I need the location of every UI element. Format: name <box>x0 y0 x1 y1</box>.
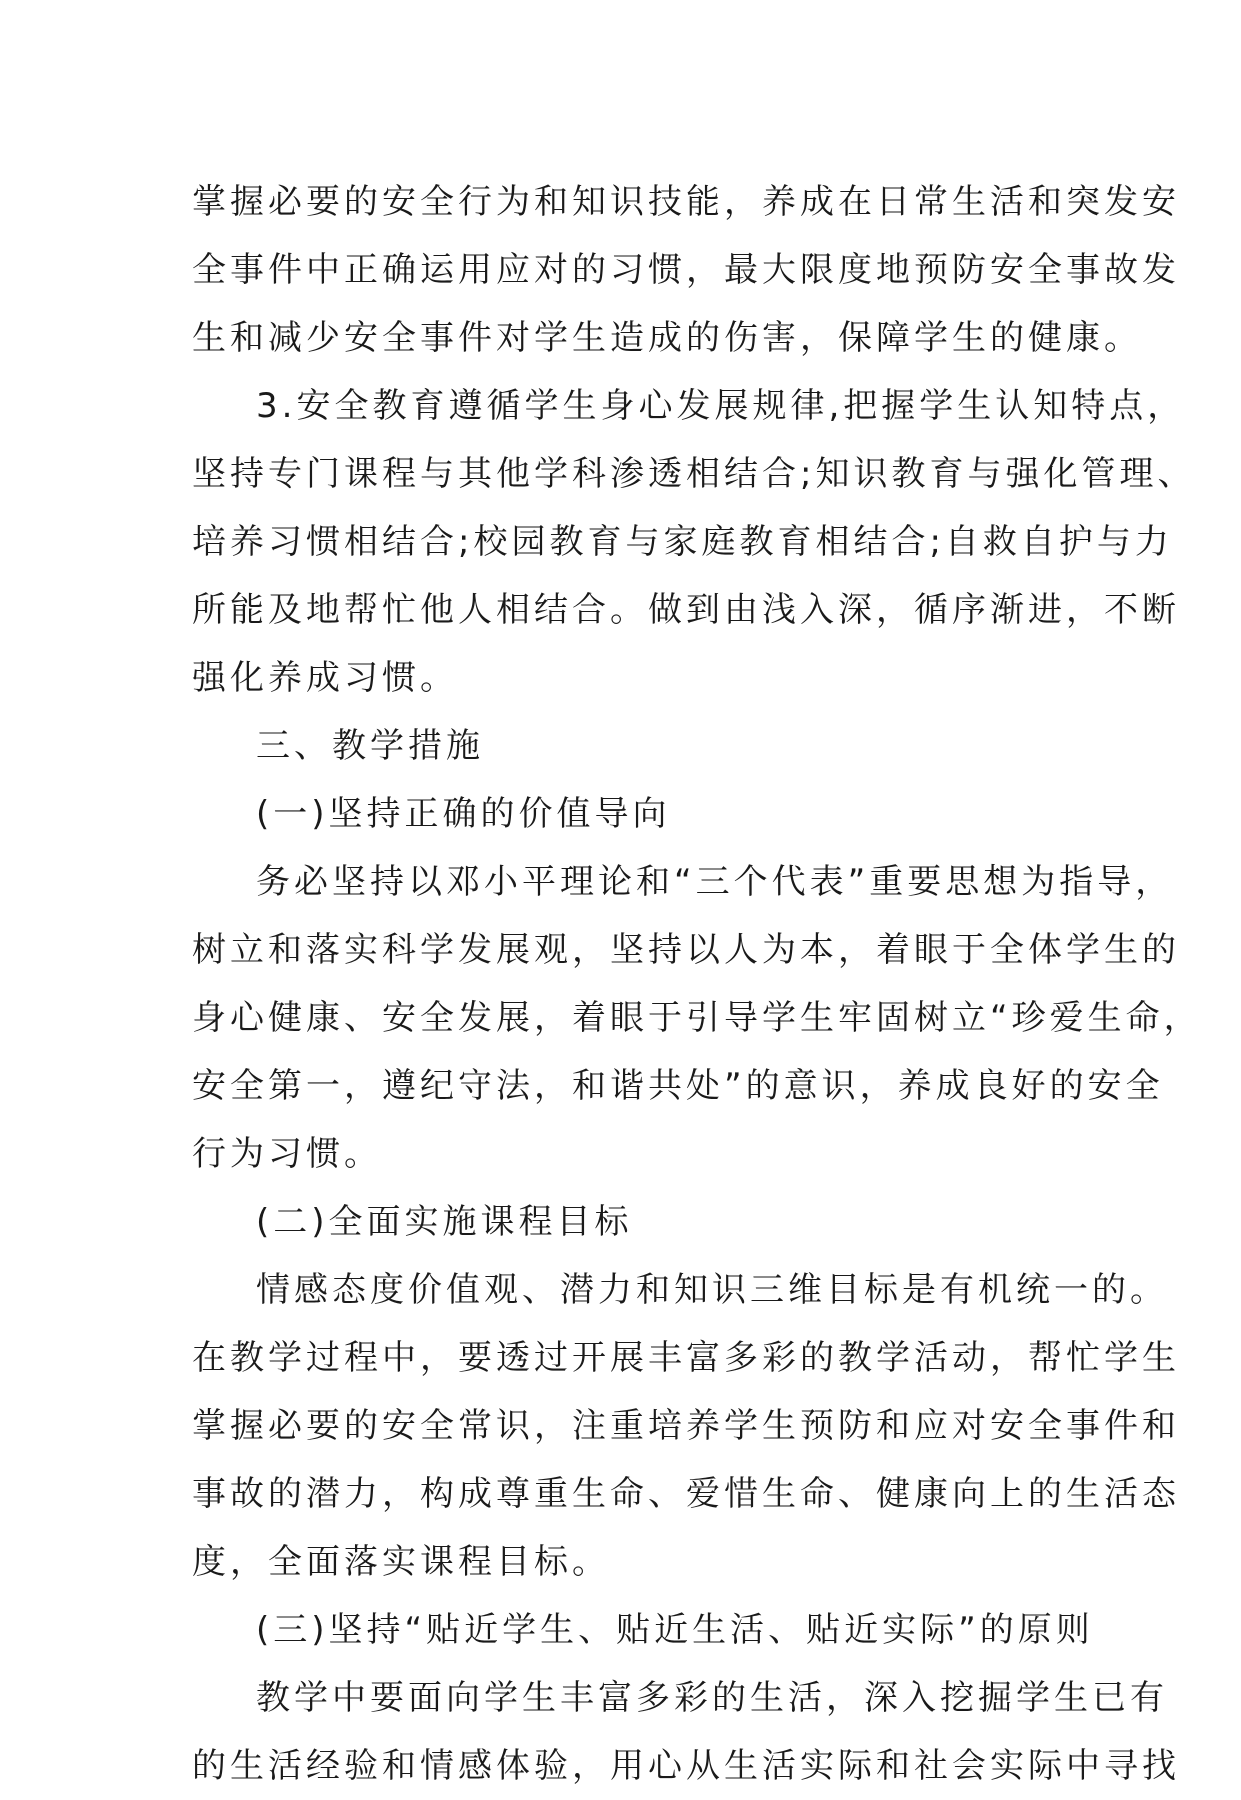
text-line: 生和减少安全事件对学生造成的伤害，保障学生的健康。 <box>192 318 1142 358</box>
text-line: (三)坚持“贴近学生、贴近生活、贴近实际”的原则 <box>256 1610 1094 1650</box>
text-line: 行为习惯。 <box>192 1134 382 1174</box>
text-line: 安全第一，遵纪守法，和谐共处”的意识，养成良好的安全 <box>192 1066 1164 1106</box>
text-line: 三、教学措施 <box>256 726 484 766</box>
text-line: 身心健康、安全发展，着眼于引导学生牢固树立“珍爱生命， <box>192 998 1202 1038</box>
text-line: 事故的潜力，构成尊重生命、爱惜生命、健康向上的生活态 <box>192 1474 1180 1514</box>
text-line: 强化养成习惯。 <box>192 658 458 698</box>
text-line: 3.安全教育遵循学生身心发展规律,把握学生认知特点， <box>256 386 1186 426</box>
text-line: 全事件中正确运用应对的习惯，最大限度地预防安全事故发 <box>192 250 1180 290</box>
text-line: 情感态度价值观、潜力和知识三维目标是有机统一的。 <box>256 1270 1168 1310</box>
text-line: (二)全面实施课程目标 <box>256 1202 633 1242</box>
text-line: 务必坚持以邓小平理论和“三个代表”重要思想为指导， <box>256 862 1174 902</box>
text-line: 培养习惯相结合;校园教育与家庭教育相结合;自救自护与力 <box>192 522 1173 562</box>
text-line: 树立和落实科学发展观，坚持以人为本，着眼于全体学生的 <box>192 930 1180 970</box>
text-line: 在教学过程中，要透过开展丰富多彩的教学活动，帮忙学生 <box>192 1338 1180 1378</box>
text-line: 度，全面落实课程目标。 <box>192 1542 610 1582</box>
text-line: 的生活经验和情感体验，用心从生活实际和社会实际中寻找 <box>192 1746 1180 1786</box>
text-line: (一)坚持正确的价值导向 <box>256 794 671 834</box>
text-line: 所能及地帮忙他人相结合。做到由浅入深，循序渐进，不断 <box>192 590 1180 630</box>
text-line: 教学中要面向学生丰富多彩的生活，深入挖掘学生已有 <box>256 1678 1168 1718</box>
text-line: 掌握必要的安全常识，注重培养学生预防和应对安全事件和 <box>192 1406 1180 1446</box>
document-body <box>192 168 1202 1800</box>
text-line: 掌握必要的安全行为和知识技能，养成在日常生活和突发安 <box>192 182 1180 222</box>
text-line: 坚持专门课程与其他学科渗透相结合;知识教育与强化管理、 <box>192 454 1196 494</box>
